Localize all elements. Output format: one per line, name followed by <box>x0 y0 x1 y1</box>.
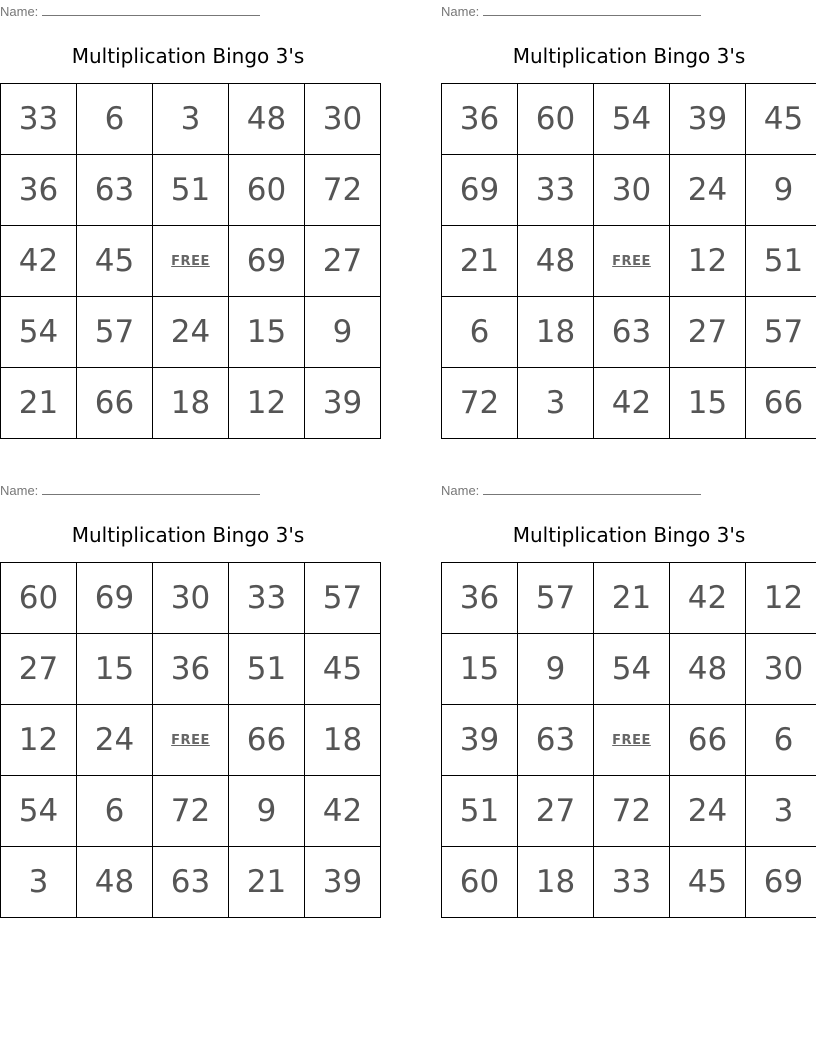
bingo-cell: 12 <box>229 368 305 439</box>
bingo-card <box>441 479 816 919</box>
bingo-row <box>442 634 816 705</box>
bingo-row <box>442 563 816 634</box>
bingo-row <box>1 847 381 918</box>
name-label: Name: <box>0 483 39 498</box>
bingo-cell: 27 <box>1 634 77 705</box>
bingo-row <box>1 368 381 439</box>
bingo-cell: 54 <box>1 297 77 368</box>
bingo-cell: 36 <box>442 84 518 155</box>
bingo-cell: 45 <box>305 634 381 705</box>
bingo-row <box>1 297 381 368</box>
bingo-row <box>1 155 381 226</box>
bingo-cell: 36 <box>153 634 229 705</box>
bingo-cell: 18 <box>305 705 381 776</box>
bingo-cell: 27 <box>305 226 381 297</box>
bingo-cell: 3 <box>1 847 77 918</box>
bingo-cell: 42 <box>670 563 746 634</box>
bingo-cell: 3 <box>746 776 816 847</box>
bingo-row <box>442 847 816 918</box>
bingo-cell: 39 <box>442 705 518 776</box>
bingo-cell: 12 <box>1 705 77 776</box>
bingo-cell: 42 <box>594 368 670 439</box>
card-title: Multiplication Bingo 3's <box>512 523 746 547</box>
bingo-cell: 60 <box>1 563 77 634</box>
bingo-cell: 21 <box>594 563 670 634</box>
bingo-cell: 33 <box>518 155 594 226</box>
bingo-cell: 72 <box>305 155 381 226</box>
bingo-cell: 6 <box>77 776 153 847</box>
bingo-cell: 9 <box>229 776 305 847</box>
bingo-cell: 3 <box>153 84 229 155</box>
bingo-cell: 24 <box>670 155 746 226</box>
bingo-cell: 36 <box>442 563 518 634</box>
bingo-row <box>1 634 381 705</box>
bingo-grid <box>0 83 381 439</box>
bingo-cell: 60 <box>442 847 518 918</box>
bingo-cell: 30 <box>153 563 229 634</box>
bingo-cell: 30 <box>746 634 816 705</box>
free-space: FREE <box>594 705 670 776</box>
bingo-cell: 33 <box>1 84 77 155</box>
bingo-cell: 30 <box>594 155 670 226</box>
bingo-cell: 63 <box>594 297 670 368</box>
bingo-cell: 54 <box>1 776 77 847</box>
bingo-cell: 9 <box>518 634 594 705</box>
bingo-cell: 36 <box>1 155 77 226</box>
name-label: Name: <box>441 483 480 498</box>
card-title: Multiplication Bingo 3's <box>71 523 305 547</box>
bingo-cell: 39 <box>305 368 381 439</box>
bingo-row <box>1 226 381 297</box>
bingo-card <box>0 479 376 919</box>
bingo-grid <box>441 83 816 439</box>
name-blank-line <box>483 3 701 16</box>
bingo-card <box>441 0 816 440</box>
name-field <box>0 3 260 20</box>
bingo-row <box>1 84 381 155</box>
bingo-cell: 48 <box>670 634 746 705</box>
bingo-cell: 24 <box>77 705 153 776</box>
bingo-row <box>1 776 381 847</box>
bingo-cell: 15 <box>229 297 305 368</box>
name-field <box>441 3 701 20</box>
bingo-card <box>0 0 376 440</box>
bingo-cell: 3 <box>518 368 594 439</box>
bingo-row <box>442 84 816 155</box>
bingo-cell: 69 <box>229 226 305 297</box>
bingo-cell: 69 <box>746 847 816 918</box>
bingo-cell: 6 <box>77 84 153 155</box>
bingo-cell: 72 <box>442 368 518 439</box>
bingo-cell: 57 <box>518 563 594 634</box>
bingo-cell: 57 <box>77 297 153 368</box>
card-title: Multiplication Bingo 3's <box>71 44 305 68</box>
bingo-cell: 66 <box>746 368 816 439</box>
bingo-cell: 27 <box>518 776 594 847</box>
bingo-cell: 72 <box>153 776 229 847</box>
bingo-cell: 54 <box>594 634 670 705</box>
name-blank-line <box>483 482 701 495</box>
bingo-cell: 39 <box>305 847 381 918</box>
bingo-cell: 39 <box>670 84 746 155</box>
bingo-cell: 48 <box>229 84 305 155</box>
bingo-cell: 63 <box>153 847 229 918</box>
bingo-cell: 21 <box>1 368 77 439</box>
name-field <box>0 482 260 499</box>
bingo-row <box>442 155 816 226</box>
bingo-cell: 45 <box>746 84 816 155</box>
bingo-cell: 63 <box>518 705 594 776</box>
bingo-cell: 66 <box>77 368 153 439</box>
bingo-cell: 66 <box>670 705 746 776</box>
bingo-cell: 6 <box>746 705 816 776</box>
bingo-cell: 57 <box>746 297 816 368</box>
bingo-cell: 24 <box>153 297 229 368</box>
bingo-cell: 15 <box>77 634 153 705</box>
bingo-cell: 51 <box>153 155 229 226</box>
bingo-cell: 72 <box>594 776 670 847</box>
bingo-row <box>1 563 381 634</box>
bingo-cell: 51 <box>442 776 518 847</box>
bingo-cell: 45 <box>670 847 746 918</box>
bingo-cell: 9 <box>305 297 381 368</box>
name-field <box>441 482 701 499</box>
bingo-row <box>442 297 816 368</box>
bingo-grid <box>441 562 816 918</box>
free-space: FREE <box>594 226 670 297</box>
bingo-cell: 42 <box>1 226 77 297</box>
bingo-cell: 21 <box>229 847 305 918</box>
bingo-cell: 12 <box>746 563 816 634</box>
bingo-cell: 54 <box>594 84 670 155</box>
bingo-cell: 57 <box>305 563 381 634</box>
free-space: FREE <box>153 705 229 776</box>
bingo-grid <box>0 562 381 918</box>
bingo-row <box>442 226 816 297</box>
bingo-cell: 33 <box>229 563 305 634</box>
name-blank-line <box>42 3 260 16</box>
bingo-cell: 6 <box>442 297 518 368</box>
bingo-cell: 12 <box>670 226 746 297</box>
name-label: Name: <box>441 4 480 19</box>
bingo-row <box>442 368 816 439</box>
bingo-cell: 30 <box>305 84 381 155</box>
bingo-cell: 42 <box>305 776 381 847</box>
bingo-cell: 33 <box>594 847 670 918</box>
bingo-cell: 18 <box>518 297 594 368</box>
bingo-cell: 48 <box>77 847 153 918</box>
name-label: Name: <box>0 4 39 19</box>
bingo-row <box>442 776 816 847</box>
bingo-cell: 24 <box>670 776 746 847</box>
bingo-cell: 15 <box>442 634 518 705</box>
bingo-cell: 18 <box>153 368 229 439</box>
bingo-cell: 69 <box>77 563 153 634</box>
bingo-cell: 15 <box>670 368 746 439</box>
bingo-cell: 18 <box>518 847 594 918</box>
bingo-cell: 51 <box>746 226 816 297</box>
free-space: FREE <box>153 226 229 297</box>
bingo-cell: 63 <box>77 155 153 226</box>
bingo-cell: 69 <box>442 155 518 226</box>
bingo-cell: 48 <box>518 226 594 297</box>
bingo-cell: 60 <box>229 155 305 226</box>
name-blank-line <box>42 482 260 495</box>
bingo-row <box>442 705 816 776</box>
bingo-cell: 27 <box>670 297 746 368</box>
bingo-cell: 66 <box>229 705 305 776</box>
bingo-cell: 21 <box>442 226 518 297</box>
bingo-cell: 9 <box>746 155 816 226</box>
bingo-row <box>1 705 381 776</box>
bingo-cell: 60 <box>518 84 594 155</box>
bingo-cell: 45 <box>77 226 153 297</box>
card-title: Multiplication Bingo 3's <box>512 44 746 68</box>
bingo-cell: 51 <box>229 634 305 705</box>
